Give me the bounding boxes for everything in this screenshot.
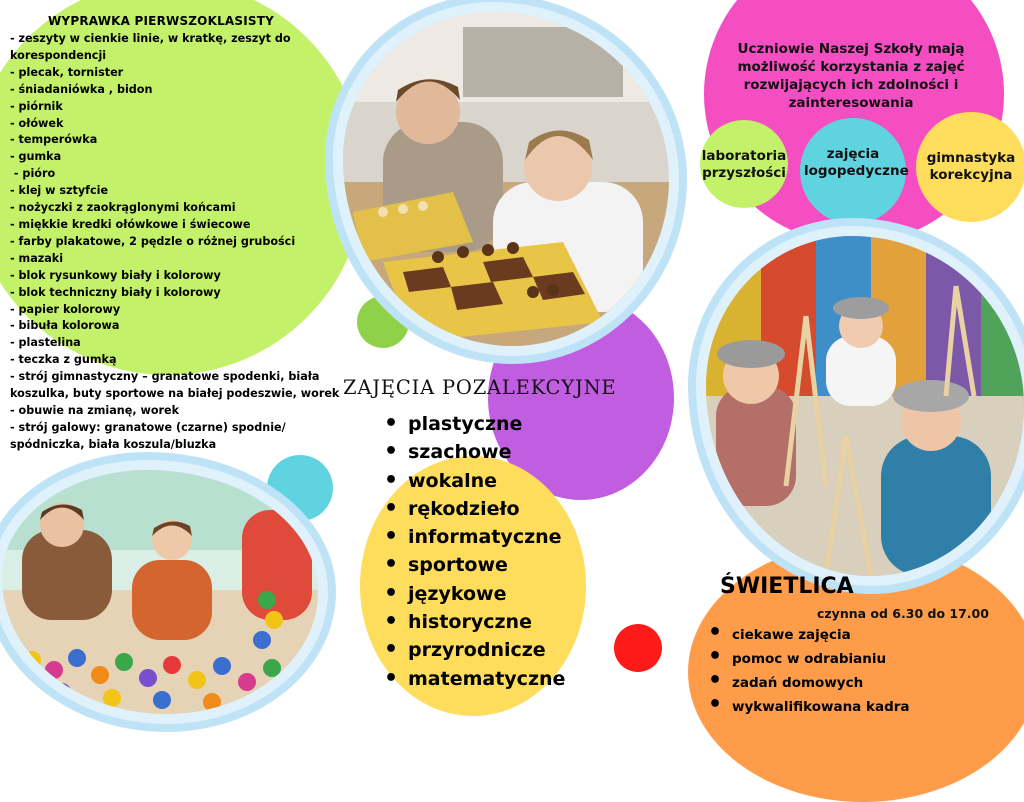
red-circle: [614, 624, 662, 672]
club-title: ŚWIETLICA: [720, 574, 854, 599]
supplies-item: - plastelina: [10, 336, 81, 350]
students-text: Uczniowie Naszej Szkoły mają możliwość korzystania z zajęć rozwijających ich zdolności i zainteresowania: [737, 41, 965, 111]
supplies-item: - farby plakatowe, 2 pędzle o różnej grubości: [10, 234, 296, 248]
extracurricular-title: ZAJĘCIA POZALEKCYJNE: [343, 376, 617, 399]
supplies-list: [10, 31, 350, 454]
supplies-item: spódniczka, biała koszula/bluzka: [10, 437, 217, 451]
supplies-item: - klej w sztyfcie: [10, 184, 109, 198]
club-item: • wykwalifikowana kadra: [708, 694, 910, 718]
supplies-item: - bibuła kolorowa: [10, 319, 120, 333]
blocks-photo: [2, 470, 318, 714]
extracurricular-item: • matematyczne: [384, 665, 565, 693]
supplies-item: - plecak, tornister: [10, 65, 124, 79]
supplies-item: - papier kolorowy: [10, 302, 121, 316]
extracurricular-item: • plastyczne: [384, 410, 565, 438]
speech-bubble-text: zajęcia logopedyczne: [804, 146, 909, 179]
gym-bubble-text: gimnastyka korekcyjna: [926, 150, 1016, 183]
supplies-item: - ołówek: [10, 116, 64, 130]
club-item: • zadań domowych: [708, 670, 910, 694]
supplies-item: - zeszyty w cienkie linie, w kratkę, zeszyt do: [10, 32, 291, 45]
green-circle: [357, 296, 409, 348]
club-hours: czynna od 6.30 do 17.00: [817, 606, 989, 621]
supplies-item: - obuwie na zmianę, worek: [10, 403, 180, 417]
club-list: [708, 622, 910, 718]
extracurricular-item: • historyczne: [384, 608, 565, 636]
supplies-item: - strój galowy: granatowe (czarne) spodnie/: [10, 420, 286, 434]
lab-bubble-text: laboratoria przyszłości: [701, 148, 787, 181]
supplies-item: - temperówka: [10, 133, 98, 147]
supplies-item: - blok rysunkowy biały i kolorowy: [10, 268, 221, 282]
supplies-item: - gumka: [10, 150, 62, 164]
cyan-circle: [267, 455, 333, 521]
club-item: • ciekawe zajęcia: [708, 622, 910, 646]
extracurricular-item: • wokalne: [384, 467, 565, 495]
extracurricular-item: • informatyczne: [384, 523, 565, 551]
extracurricular-item: • przyrodnicze: [384, 636, 565, 664]
supplies-title: WYPRAWKA PIERWSZOKLASISTY: [48, 14, 275, 28]
extracurricular-list: [384, 410, 565, 693]
supplies-item: - nożyczki z zaokrąglonymi końcami: [10, 201, 236, 215]
supplies-item: - piórnik: [10, 99, 63, 113]
extracurricular-item: • sportowe: [384, 551, 565, 579]
supplies-item: - miękkie kredki ołówkowe i świecowe: [10, 217, 251, 231]
supplies-item: korespondencji: [10, 48, 107, 62]
supplies-item: - blok techniczny biały i kolorowy: [10, 285, 221, 299]
extracurricular-item: • językowe: [384, 580, 565, 608]
supplies-item: - mazaki: [10, 251, 64, 265]
supplies-item: - teczka z gumką: [10, 353, 117, 367]
supplies-item: - śniadaniówka , bidon: [10, 82, 153, 96]
extracurricular-item: • rękodzieło: [384, 495, 565, 523]
chess-photo: [343, 12, 669, 346]
supplies-item: - strój gimnastyczny – granatowe spodenki, biała: [10, 370, 320, 384]
supplies-item: - pióro: [10, 167, 56, 181]
club-item: • pomoc w odrabianiu: [708, 646, 910, 670]
painting-photo: [706, 236, 1024, 576]
supplies-item: koszulka, buty sportowe na białej podeszwie, worek: [10, 387, 340, 401]
extracurricular-item: • szachowe: [384, 438, 565, 466]
